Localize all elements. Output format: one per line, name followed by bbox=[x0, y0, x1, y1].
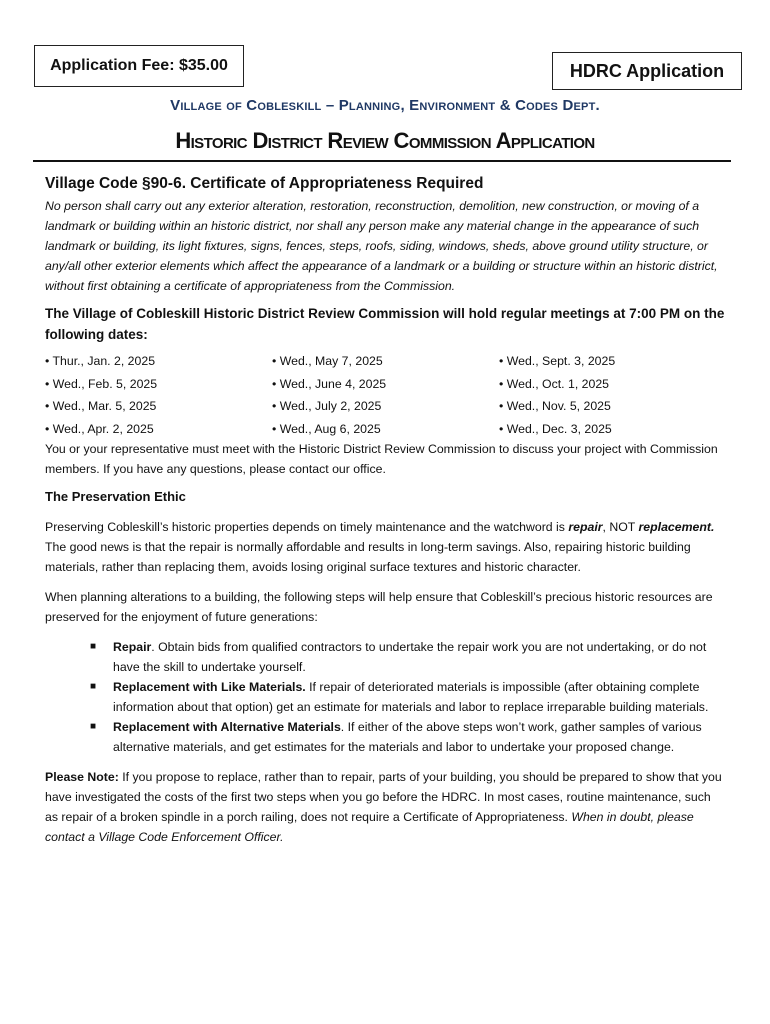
code-text: No person shall carry out any exterior alteration, restoration, reconstruction, demolition, new construction, or moving of a landmark or building within an historic district, nor shall any person make any material change in the appearance of such landmark or building, its light fixtures, signs, fences, steps, roofs, siding, windows, sheds, above ground utility structure, or any/all other exterior elements which affect the appearance of a landmark or a building or structure within an historic district, without first obtaining a certificate of appropriateness from the Commission. bbox=[45, 199, 718, 293]
ethic-emphasis-replacement: replacement. bbox=[638, 519, 715, 534]
square-bullet-icon: ■ bbox=[90, 680, 97, 692]
ethic-text: Preserving Cobleskill’s historic properties depends on timely maintenance and the watchword is bbox=[45, 519, 569, 534]
square-bullet-icon: ■ bbox=[90, 720, 97, 732]
meeting-date: • Wed., Dec. 3, 2025 bbox=[499, 421, 612, 436]
meeting-date: • Wed., July 2, 2025 bbox=[272, 399, 382, 413]
note-label: Please Note: bbox=[45, 769, 119, 784]
step-title: Repair bbox=[113, 639, 152, 654]
meeting-date: • Wed., Feb. 5, 2025 bbox=[45, 376, 158, 391]
meeting-dates bbox=[45, 351, 725, 439]
ethic-text: , NOT bbox=[602, 519, 639, 534]
list-item bbox=[90, 637, 725, 677]
page-title: Historic District Review Commission Application bbox=[175, 128, 595, 153]
hdrc-application-box: HDRC Application bbox=[552, 52, 742, 90]
please-note bbox=[45, 767, 725, 847]
ethic-emphasis-repair: repair bbox=[568, 519, 603, 534]
ethic-text: The good news is that the repair is normally affordable and results in long-term savings. Also, repairing historic building materials, rather than replacing them, avoids losing original surface textures and historic character. bbox=[45, 539, 691, 574]
meet-text: You or your representative must meet with the Historic District Review Commission to discuss your project with Commission members. If you have any questions, please contact our office. bbox=[45, 441, 718, 476]
note-text: If you propose to replace, rather than to repair, parts of your building, you should be prepared to show that you have investigated the costs of the first two steps when you go before the HDRC. In most cases, routine maintenance, such as repair of a broken spindle in a porch railing, does not require a Certificate of Appropriateness. bbox=[45, 769, 722, 824]
step-text: . Obtain bids from qualified contractors to undertake the repair work you are not undertaking, or do not have the skill to undertake yourself. bbox=[113, 639, 707, 674]
list-item bbox=[90, 677, 725, 717]
application-fee-box: Application Fee: $35.00 bbox=[34, 45, 244, 87]
meeting-date: • Wed., Aug 6, 2025 bbox=[272, 421, 381, 436]
square-bullet-icon: ■ bbox=[90, 640, 97, 652]
meeting-date: • Wed., Apr. 2, 2025 bbox=[45, 421, 154, 436]
ethic-paragraph-2: When planning alterations to a building, the following steps will help ensure that Cobleskill’s precious historic resources are preserved for the enjoyment of future generations: bbox=[45, 589, 713, 624]
meetings-heading: The Village of Cobleskill Historic District Review Commission will hold regular meetings at 7:00 PM on the following dates: bbox=[45, 306, 725, 342]
meeting-date: • Wed., Sept. 3, 2025 bbox=[499, 354, 616, 368]
meeting-date: • Wed., Mar. 5, 2025 bbox=[45, 399, 157, 413]
meeting-date: • Thur., Jan. 2, 2025 bbox=[45, 354, 156, 368]
meeting-date: • Wed., June 4, 2025 bbox=[272, 376, 387, 391]
document-body bbox=[45, 174, 725, 847]
department-line: Village of Cobleskill – Planning, Environment & Codes Dept. bbox=[170, 97, 600, 114]
step-title: Replacement with Alternative Materials bbox=[113, 719, 341, 734]
steps-list bbox=[45, 637, 725, 757]
ethic-paragraph-1 bbox=[45, 517, 725, 577]
meeting-date: • Wed., May 7, 2025 bbox=[272, 354, 383, 368]
meeting-date: • Wed., Oct. 1, 2025 bbox=[499, 376, 610, 391]
list-item bbox=[90, 717, 725, 757]
step-text: If repair of deteriorated materials is impossible (after obtaining complete information about that option) get an estimate for materials and labor to replace irreparable building materials. bbox=[113, 679, 709, 714]
step-title: Replacement with Like Materials. bbox=[113, 679, 306, 694]
title-divider bbox=[33, 160, 731, 162]
step-text: . If either of the above steps won’t work, gather samples of various alternative materials, and get estimates for the materials and labor to undertake your proposed change. bbox=[113, 719, 702, 754]
meeting-date: • Wed., Nov. 5, 2025 bbox=[499, 399, 611, 413]
ethic-heading: The Preservation Ethic bbox=[45, 488, 186, 504]
code-heading: Village Code §90-6. Certificate of Appropriateness Required bbox=[45, 175, 484, 192]
note-italic: When in doubt, please contact a Village Code Enforcement Officer. bbox=[45, 809, 694, 844]
